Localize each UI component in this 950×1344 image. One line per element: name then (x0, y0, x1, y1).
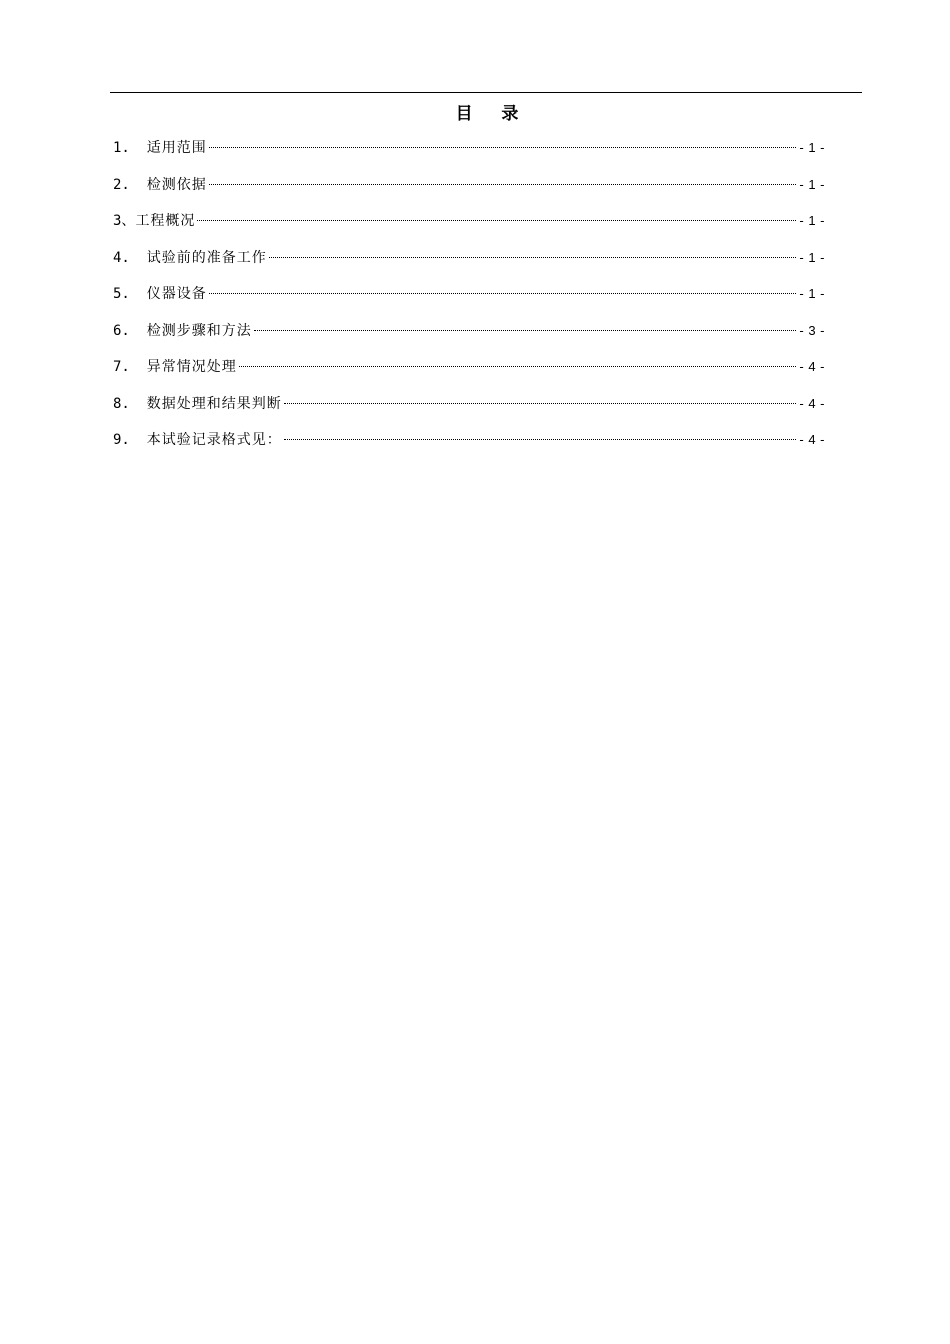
toc-entry[interactable] (113, 393, 825, 430)
dot-leader (284, 439, 797, 440)
toc-entry-label: 试验前的准备工作 (146, 249, 267, 266)
toc-entry-label: 本试验记录格式见： (146, 432, 282, 448)
toc-entry-page: - 1 - (799, 176, 825, 192)
toc-entry-number: 8. (113, 395, 147, 412)
toc-entry[interactable] (113, 137, 825, 174)
toc-entry[interactable] (113, 356, 825, 393)
toc-entry[interactable] (113, 429, 825, 466)
dot-leader (197, 220, 796, 221)
toc-entry-page: - 3 - (799, 322, 825, 338)
toc-entry-label: 异常情况处理 (146, 359, 237, 375)
dot-leader (239, 366, 797, 367)
toc-entry-page: - 4 - (799, 432, 825, 447)
toc-entry-label: 检测依据 (146, 176, 207, 193)
toc-entry-number: 7. (113, 359, 147, 375)
toc-entry-number: 6. (113, 322, 147, 339)
toc-entry-label: 适用范围 (146, 140, 207, 156)
header-rule (110, 92, 862, 93)
toc-entry[interactable] (113, 247, 825, 284)
toc-list (113, 137, 825, 466)
toc-entry-page: - 4 - (799, 359, 825, 374)
dot-leader (209, 293, 797, 294)
toc-entry-number: 5. (113, 286, 147, 302)
toc-entry-label: 数据处理和结果判断 (146, 395, 282, 412)
toc-entry[interactable] (113, 320, 825, 357)
toc-entry-number: 3、 (113, 213, 136, 229)
toc-entry[interactable] (113, 210, 825, 247)
toc-entry-label: 工程概况 (135, 213, 196, 229)
toc-entry-page: - 1 - (799, 213, 825, 228)
dot-leader (254, 330, 797, 331)
toc-entry-page: - 4 - (799, 395, 825, 411)
toc-title: 目 录 (455, 104, 520, 124)
dot-leader (209, 147, 797, 148)
toc-entry-page: - 1 - (799, 140, 825, 155)
toc-entry-number: 2. (113, 176, 147, 193)
toc-entry-page: - 1 - (799, 249, 825, 265)
toc-entry-page: - 1 - (799, 286, 825, 301)
dot-leader (269, 257, 797, 258)
toc-entry-number: 9. (113, 432, 147, 448)
dot-leader (284, 403, 797, 404)
toc-entry-number: 1. (113, 140, 147, 156)
toc-entry[interactable] (113, 174, 825, 211)
toc-entry-number: 4. (113, 249, 147, 266)
dot-leader (209, 184, 797, 185)
toc-entry-label: 仪器设备 (146, 286, 207, 302)
toc-entry-label: 检测步骤和方法 (146, 322, 252, 339)
toc-entry[interactable] (113, 283, 825, 320)
